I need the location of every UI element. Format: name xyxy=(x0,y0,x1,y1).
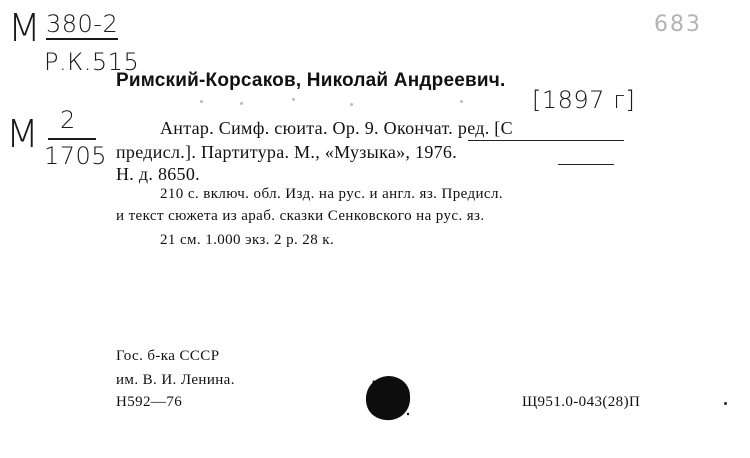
classification-code: Щ951.0-043(28)П xyxy=(522,394,641,410)
card-number: Н592—76 xyxy=(116,394,183,410)
shelf-letter-bottom: М xyxy=(6,112,40,156)
fraction-top: 2 xyxy=(60,106,76,134)
stray-mark xyxy=(724,402,727,405)
title-line-1: Антар. Симф. сюита. Ор. 9. Окончат. ред. [С xyxy=(160,118,513,138)
title-line-2: предисл.]. Партитура. М., «Музыка», 1976. xyxy=(116,142,458,162)
library-line-1: Гос. б-ка СССР xyxy=(116,348,220,364)
year-note: [1897 г] xyxy=(532,86,636,114)
punch-hole xyxy=(364,374,412,422)
description-line-3: 21 см. 1.000 экз. 2 р. 28 к. xyxy=(160,232,335,248)
title-line-3: Н. д. 8650. xyxy=(116,164,200,184)
shelf-letter-top: М xyxy=(8,6,42,50)
pencil-underline xyxy=(468,140,624,141)
shelf-code: Р.К.515 xyxy=(44,48,140,76)
pencil-underline-2 xyxy=(558,164,614,165)
bleed-marks xyxy=(200,98,500,108)
corner-number: 683 xyxy=(654,12,702,37)
library-line-2: им. В. И. Ленина. xyxy=(116,372,235,388)
fraction-bottom: 1705 xyxy=(44,142,108,170)
fraction-bar xyxy=(48,138,96,140)
author-heading: Римский-Корсаков, Николай Андреевич. xyxy=(116,70,506,91)
description-line-1: 210 с. включ. обл. Изд. на рус. и англ. яз. Предисл. xyxy=(160,186,504,202)
description-line-2: и текст сюжета из араб. сказки Сенковского на рус. яз. xyxy=(116,208,485,224)
shelf-number-top: 380-2 xyxy=(46,10,119,38)
